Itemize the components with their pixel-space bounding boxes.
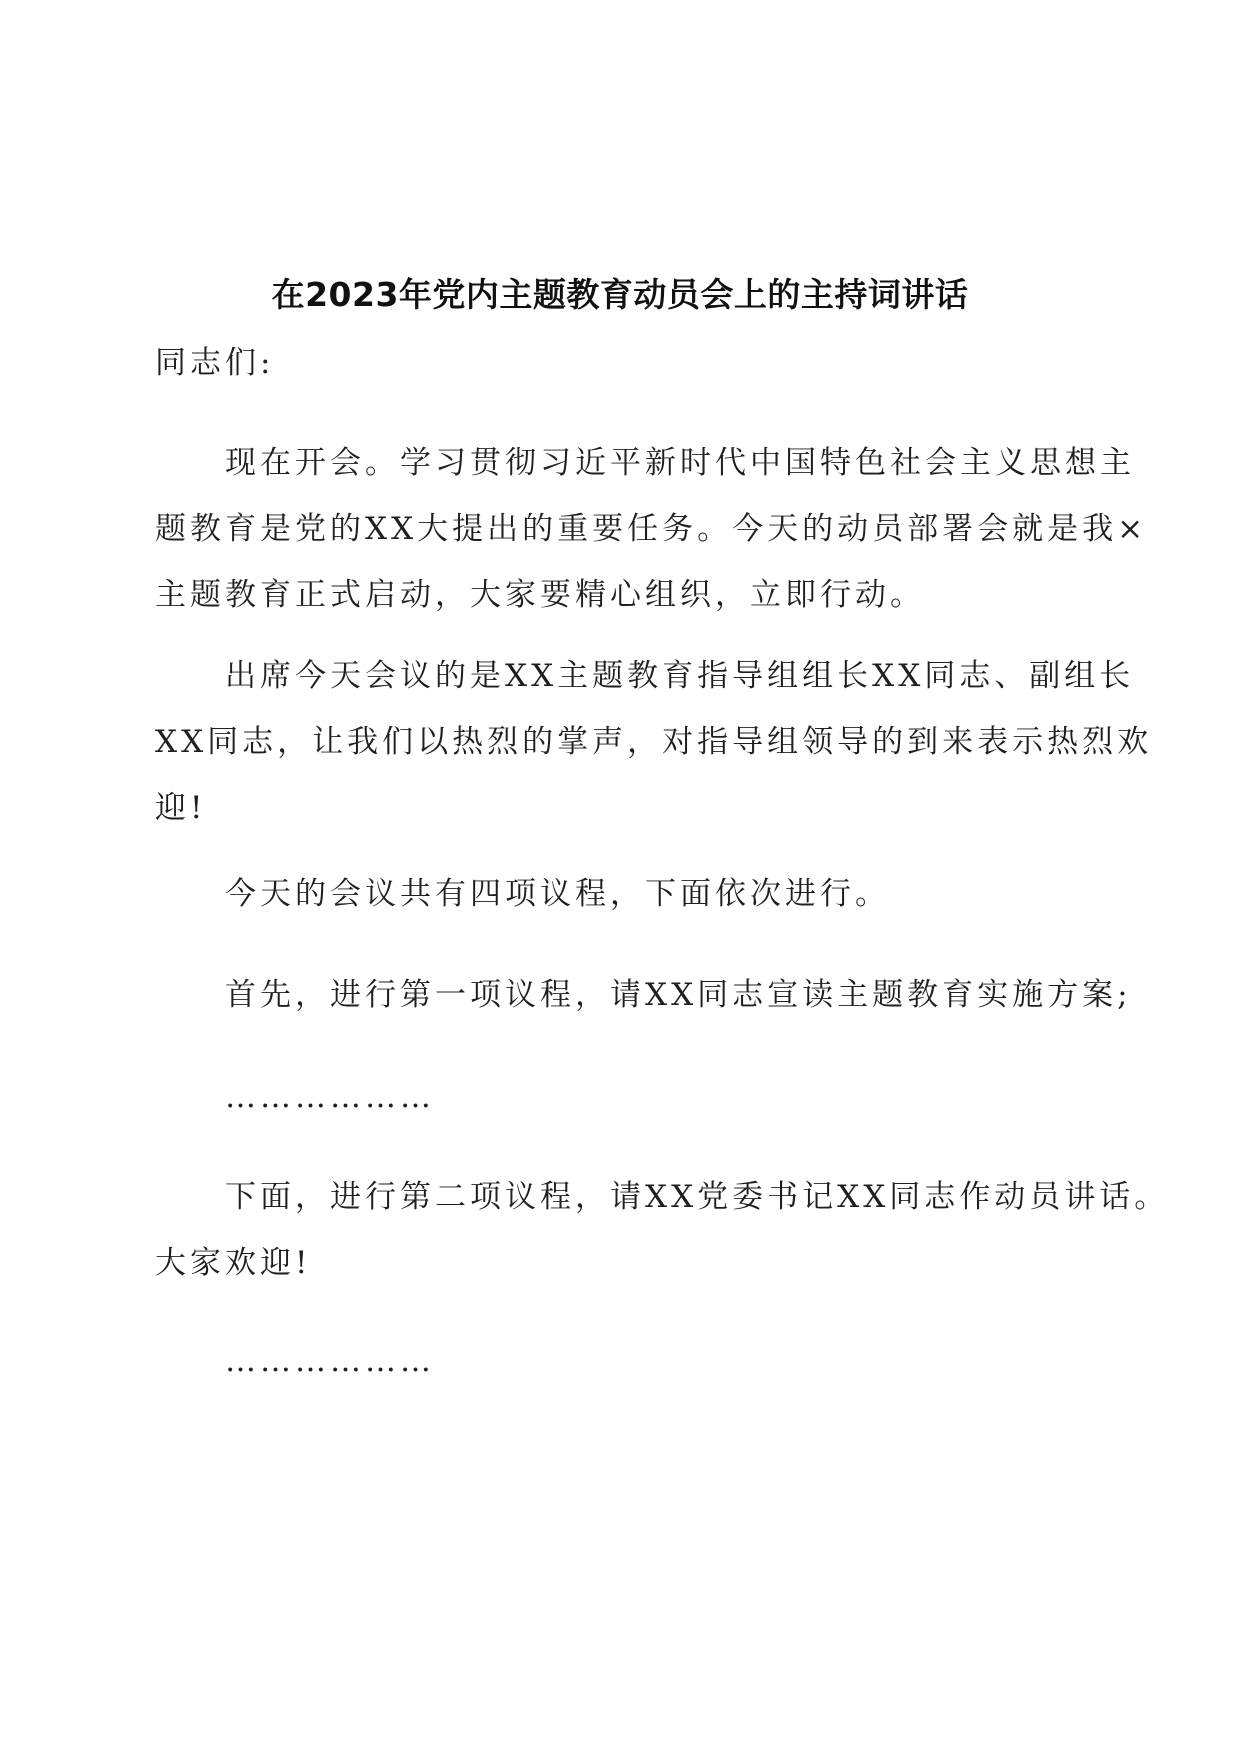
paragraph-line: 迎! bbox=[155, 790, 207, 826]
paragraph-1 bbox=[155, 430, 1148, 628]
paragraph-line: 出席今天会议的是XX主题教育指导组组长XX同志、副组长 bbox=[225, 658, 1135, 694]
paragraph-line: 题教育是党的XX大提出的重要任务。今天的动员部署会就是我× bbox=[155, 511, 1148, 547]
paragraph-line: 今天的会议共有四项议程，下面依次进行。 bbox=[225, 876, 890, 912]
paragraph-line: 大家欢迎! bbox=[155, 1245, 312, 1281]
document-title: 在2023年党内主题教育动员会上的主持词讲话 bbox=[271, 275, 969, 314]
paragraph-5 bbox=[155, 1164, 1170, 1296]
paragraph-line: 下面，进行第二项议程，请XX党委书记XX同志作动员讲话。 bbox=[225, 1179, 1170, 1215]
paragraph-line: 首先，进行第一项议程，请XX同志宣读主题教育实施方案; bbox=[225, 977, 1132, 1013]
paragraph-line: ……………… bbox=[225, 1079, 435, 1115]
paragraph-2 bbox=[155, 643, 1153, 841]
paragraph-line: 主题教育正式启动，大家要精心组织，立即行动。 bbox=[155, 577, 925, 613]
salutation: 同志们: bbox=[155, 345, 275, 381]
paragraph-4 bbox=[155, 962, 1132, 1028]
paragraph-line: ……………… bbox=[225, 1343, 435, 1379]
paragraph-3 bbox=[155, 861, 1085, 927]
ellipsis-1 bbox=[155, 1064, 1085, 1130]
ellipsis-2 bbox=[155, 1328, 1085, 1394]
paragraph-line: XX同志，让我们以热烈的掌声，对指导组领导的到来表示热烈欢 bbox=[155, 724, 1153, 760]
paragraph-line: 现在开会。学习贯彻习近平新时代中国特色社会主义思想主 bbox=[225, 445, 1135, 481]
